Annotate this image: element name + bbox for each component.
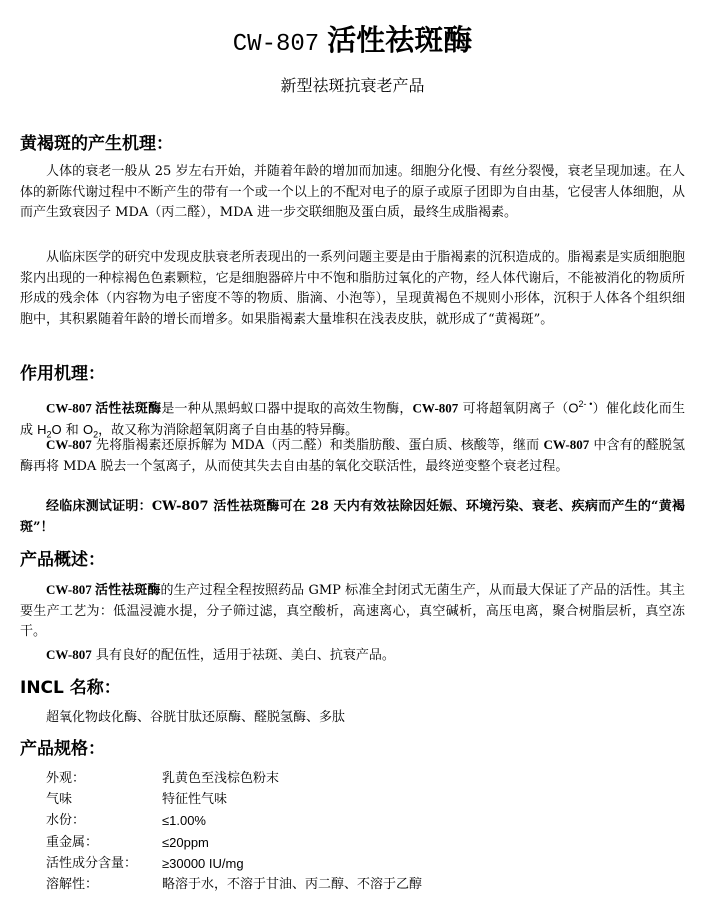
product-code-bold: CW-807: [46, 437, 92, 452]
product-name: 活性祛斑酶: [327, 23, 473, 57]
page-subtitle: 新型祛斑抗衰老产品: [280, 76, 425, 95]
heading-overview: 产品概述：: [20, 550, 105, 570]
product-code: CW-807: [232, 31, 320, 58]
superoxide-ion: O: [568, 400, 579, 416]
spec-row-solubility: [46, 874, 666, 895]
page-title: [0, 20, 705, 65]
spec-row-appearance: [46, 768, 666, 789]
spec-value: ≤1.00%: [162, 813, 206, 829]
spec-value: ≥30000 IU/mg: [162, 855, 244, 871]
product-code-bold: CW-807: [412, 400, 459, 416]
paragraph-overview-2: [20, 645, 685, 667]
heading-incl: INCL 名称：: [20, 678, 121, 698]
product-code-bold: CW-807: [46, 647, 92, 662]
text: 中含有的醛脱氢酶再将 MDA 脱去一个氢离子，从而使其失去自由基的氧化交联活性，最终逆变整个衰老过程。: [20, 438, 685, 474]
spec-table: [46, 768, 666, 895]
water-formula-o: O: [51, 421, 62, 437]
spec-label: 气味: [46, 792, 73, 808]
oxygen-formula-sub: 2: [93, 429, 99, 440]
spec-row-odor: [46, 789, 666, 810]
spec-label: 活性成分含量：: [46, 855, 138, 871]
paragraph-overview-1: [20, 580, 685, 643]
heading-action: 作用机理：: [20, 364, 105, 384]
paragraph-action-2: [20, 435, 685, 477]
spec-row-heavy-metals: [46, 832, 666, 853]
water-formula-sub: 2: [46, 429, 52, 440]
spec-label: 水份：: [46, 813, 86, 829]
ion-charge: 2- •: [578, 399, 593, 409]
paragraph-clinical-test: 经临床测试证明：CW-807 活性祛斑酶可在 28 天内有效祛除因妊娠、环境污染、衰老、疾病而产生的“黄褐斑”！: [20, 499, 685, 535]
paragraph-spot-mechanism-2: 从临床医学的研究中发现皮肤衰老所表现出的一系列问题主要是由于脂褐素的沉积造成的。脂褐素是实质细胞胞浆内出现的一种棕褐色色素颗粒，它是细胞器碎片中不饱和脂肪过氧化的产物，经人体代谢后，不能被消化的物质所形成的残余体（内容物为电子密度不等的物质、脂滴、小泡等），呈现黄褐色不规则小形体，沉积于人体各个组织细胞中，其积累随着年龄的增长而增多。如果脂褐素大量堆积在浅表皮肤，就形成了“黄褐斑”。: [20, 250, 685, 327]
product-name-bold: CW-807 活性祛斑酶: [46, 582, 161, 597]
heading-spot-mechanism: 黄褐斑的产生机理：: [20, 134, 173, 154]
spec-value: ≤20ppm: [162, 834, 209, 850]
text: 具有良好的配伍性，适用于祛斑、美白、抗衰产品。: [91, 648, 395, 663]
spec-label: 溶解性：: [46, 876, 99, 892]
text: 可将超氧阴离子（: [458, 401, 569, 417]
text: 的生产过程全程按照药品 GMP 标准全封闭式无菌生产，从而最大保证了产品的活性。其主要生产工艺为：低温浸漉水提，分子筛过滤，真空酸析，高速离心，真空碱析，高压电离，聚合树脂层析，真空冻干。: [20, 583, 685, 639]
spec-label: 外观：: [46, 771, 86, 786]
spec-label: 重金属：: [46, 834, 99, 850]
spec-value: 略溶于水，不溶于甘油、丙二醇、不溶于乙醇: [162, 876, 423, 892]
oxygen-formula: O: [82, 421, 94, 437]
paragraph-spot-mechanism-1: 人体的衰老一般从 25 岁左右开始，并随着年龄的增加而加速。细胞分化慢、有丝分裂慢，衰老呈现加速。在人体的新陈代谢过程中不断产生的带有一个或一个以上的不配对电子的原子或原子团即为自由基，它侵害人体细胞，从而产生致衰因子 MDA（丙二醛），MDA 进一步交联细胞及蛋白质，最终生成脂褐素。: [20, 164, 685, 220]
text: ，故又称为消除超氧阴离子自由基的特异酶。: [98, 422, 359, 438]
incl-names: 超氧化物歧化酶、谷胱甘肽还原酶、醛脱氢酶、多肽: [46, 710, 346, 725]
text: 先将脂褐素还原拆解为 MDA（丙二醛）和类脂肪酸、蛋白质、核酸等，继而: [91, 438, 544, 453]
spec-value: 乳黄色至浅棕色粉末: [162, 771, 280, 786]
product-code-bold: CW-807: [543, 437, 590, 452]
water-formula-h: H: [37, 421, 47, 437]
heading-spec: 产品规格：: [20, 739, 105, 759]
product-name-bold: CW-807 活性祛斑酶: [46, 400, 162, 416]
text: 是一种从黑蚂蚁口器中提取的高效生物酶，: [161, 401, 413, 417]
spec-row-active-content: [46, 853, 666, 874]
text: 和: [61, 422, 83, 438]
text: ）催化歧化而生成: [20, 401, 685, 438]
spec-row-moisture: [46, 810, 666, 831]
spec-value: 特征性气味: [162, 792, 228, 808]
